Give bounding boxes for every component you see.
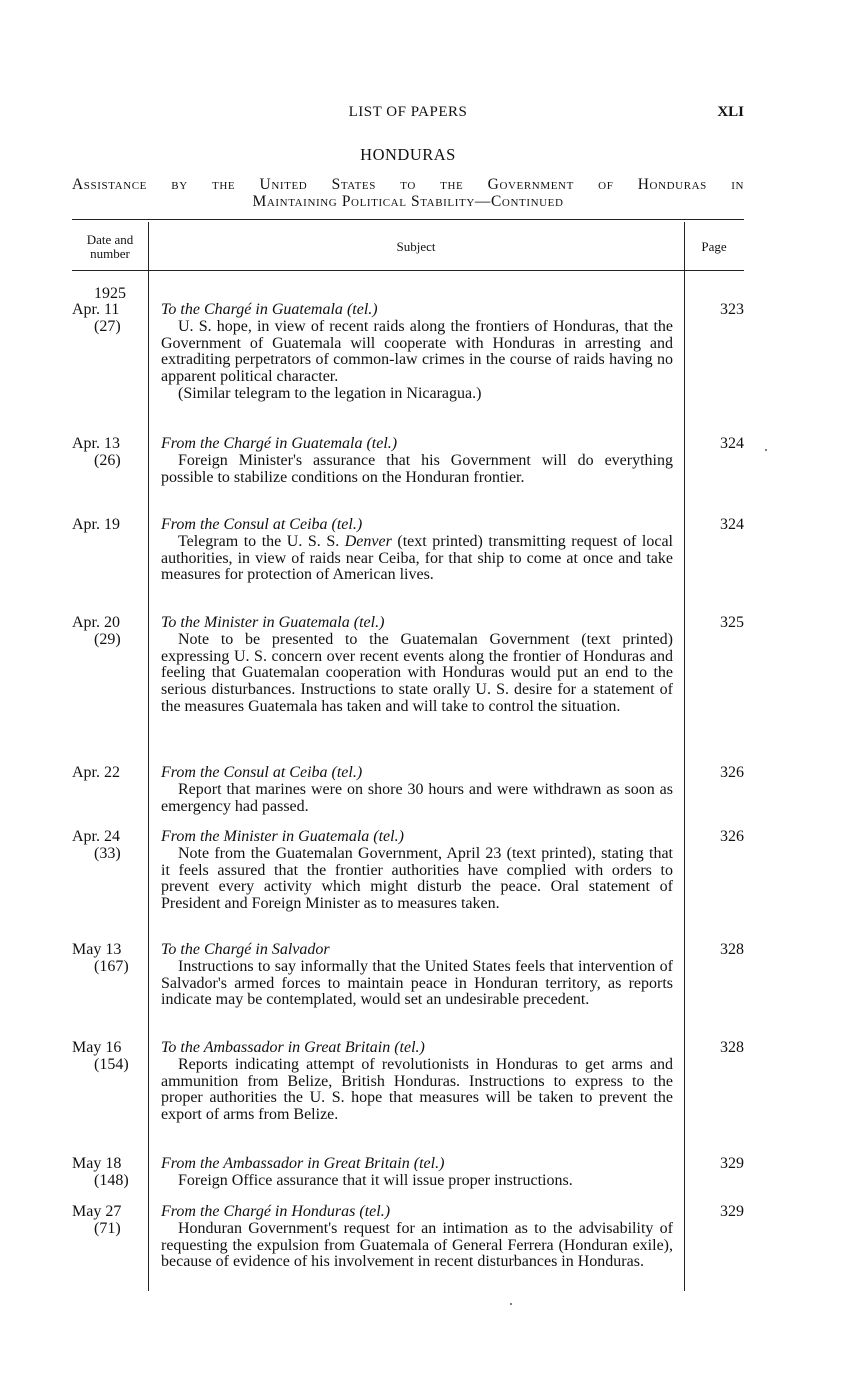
ship-name: Denver: [344, 532, 392, 550]
entry-subject-cell: [161, 1156, 673, 1190]
table-top-rule: [72, 219, 744, 220]
entry-date: May 16: [72, 1039, 122, 1056]
entry-date-cell: [72, 1204, 140, 1238]
entry-body: Instructions to say informally that the United States feels that intervention of Salvador's armed forces to maintain peace in Honduran territory, as reports indicate may be contemplated, would set an undesirable precedent.: [161, 957, 673, 1009]
entry-addressee-suffix: (tel.): [353, 614, 385, 631]
stray-mark: [510, 1303, 512, 1305]
entry-addressee: [161, 829, 673, 846]
entry-addressee: [161, 615, 673, 632]
entry-addressee-suffix: (tel.): [366, 435, 398, 452]
entry-date: May 27: [72, 1203, 122, 1220]
year-label: 1925: [94, 285, 126, 302]
entry-page: 326: [720, 828, 744, 845]
entry-page: 328: [720, 941, 744, 958]
entry-addressee: [161, 436, 673, 453]
entry-date-cell: [72, 829, 140, 863]
entry-page: 324: [720, 516, 744, 533]
entry-subject-cell: [161, 765, 673, 815]
entry-page: 329: [720, 1203, 744, 1220]
entry-body: Telegram to the U. S. S. Denver (text printed) transmitting request of local authorities, in view of raids near Ceiba, for that ship to come at once and take measures for protection of American lives.: [161, 532, 673, 584]
entry-date: Apr. 11: [72, 301, 120, 318]
column-header-date: Date and number: [86, 232, 134, 261]
stray-mark: [765, 449, 767, 451]
entry-addressee-name: From the Consul at Ceiba: [161, 764, 328, 781]
entry-addressee-name: From the Minister in Guatemala: [161, 828, 370, 845]
entry-addressee-name: From the Ambassador in Great Britain: [161, 1155, 410, 1172]
entry-date-cell: [72, 1156, 140, 1190]
column-divider-page: [684, 222, 685, 1291]
entry-addressee-name: From the Consul at Ceiba: [161, 516, 328, 533]
entry-body: Foreign Minister's assurance that his Government will do everything possible to stabilize conditions on the Honduran frontier.: [161, 451, 673, 486]
entry-page: 325: [720, 614, 744, 631]
entry-date: Apr. 13: [72, 435, 120, 452]
entry-number: (27): [94, 317, 121, 335]
column-divider-date: [148, 222, 149, 1291]
entry-addressee: [161, 1156, 673, 1173]
entry-date: Apr. 19: [72, 516, 120, 533]
entry-number: (167): [94, 957, 129, 975]
section-title-line-1: Assistance by the United States to the Government of Honduras in: [72, 176, 744, 193]
entry-date: Apr. 20: [72, 614, 120, 631]
running-title: LIST OF PAPERS: [348, 104, 468, 120]
country-heading: HONDURAS: [360, 145, 456, 164]
entry-addressee-suffix: (tel.): [413, 1155, 445, 1172]
column-header-page: Page: [701, 239, 727, 254]
entry-addressee: [161, 942, 673, 959]
entry-subject-cell: [161, 1040, 673, 1124]
entry-subject-cell: [161, 302, 673, 403]
entry-body: Note to be presented to the Guatemalan Government (text printed) expressing U. S. concern over recent events along the frontier of Honduras and feeling that Guatemalan cooperation with Honduras would put an end to the serious disturbances. Instructions to state orally U. S. desire for a statement of the measures Guatemala has taken and will take to control the situation.: [161, 630, 673, 715]
entry-subject-cell: [161, 1204, 673, 1271]
entry-body: Note from the Guatemalan Government, April 23 (text printed), stating that it feels assured that the frontier authorities have complied with orders to prevent every activity which might disturb the peace. Oral statement of President and Foreign Minister as to measures taken.: [161, 844, 673, 913]
entry-date: Apr. 22: [72, 764, 120, 781]
entry-date-cell: [72, 942, 140, 976]
entry-addressee: [161, 1040, 673, 1057]
entry-note: (Similar telegram to the legation in Nicaragua.): [178, 384, 482, 402]
entry-body: Report that marines were on shore 30 hours and were withdrawn as soon as emergency had passed.: [161, 780, 673, 815]
entry-addressee-suffix: (tel.): [394, 1039, 425, 1056]
entry-addressee-name: From the Chargé in Guatemala: [161, 435, 363, 452]
table-header-rule: [72, 270, 744, 271]
entry-addressee: [161, 302, 673, 319]
entry-date-cell: [72, 1040, 140, 1074]
entry-body: Honduran Government's request for an intimation as to the advisability of requesting the expulsion from Guatemala of General Ferrera (Honduran exile), because of evidence of his involvement in recent disturbances in Honduras.: [161, 1219, 673, 1271]
entry-addressee-name: To the Minister in Guatemala: [161, 614, 350, 631]
entry-page: 324: [720, 435, 744, 452]
section-title-line-2: Maintaining Political Stability—Continued: [252, 193, 564, 210]
entry-date-cell: [72, 615, 140, 649]
section-title: [72, 176, 744, 210]
running-header: [72, 104, 744, 124]
entry-subject-cell: [161, 942, 673, 1009]
entry-addressee-name: To the Chargé in Guatemala: [161, 301, 343, 318]
entry-addressee-suffix: (tel.): [359, 1203, 391, 1220]
entry-addressee-suffix: (tel.): [331, 516, 363, 533]
entry-number: (154): [94, 1055, 129, 1073]
entry-date: May 18: [72, 1155, 122, 1172]
entry-addressee-suffix: (tel.): [346, 301, 378, 318]
entry-number: (29): [94, 630, 121, 648]
entry-addressee-suffix: (tel.): [373, 828, 404, 845]
entry-subject-cell: [161, 436, 673, 486]
entry-page: 323: [720, 301, 744, 318]
entry-addressee-name: From the Chargé in Honduras: [161, 1203, 356, 1220]
entry-addressee: [161, 765, 673, 782]
entry-subject-cell: [161, 517, 673, 584]
entry-date-cell: [72, 302, 140, 336]
entry-addressee: [161, 1204, 673, 1221]
entry-date: May 13: [72, 941, 122, 958]
entry-date-cell: [72, 436, 140, 470]
entry-date-cell: [72, 765, 140, 782]
entry-date: Apr. 24: [72, 828, 120, 845]
entry-addressee-name: To the Ambassador in Great Britain: [161, 1039, 391, 1056]
entry-addressee: [161, 517, 673, 534]
entry-page: 329: [720, 1155, 744, 1172]
entry-addressee-suffix: (tel.): [331, 764, 363, 781]
entry-subject-cell: [161, 615, 673, 716]
entry-number: (26): [94, 451, 121, 469]
entry-body: Reports indicating attempt of revolutionists in Honduras to get arms and ammunition from Belize, British Honduras. Instructions to express to the proper authorities the U. S. hope that measures will be taken to prevent the export of arms from Belize.: [161, 1055, 673, 1124]
entry-page: 328: [720, 1039, 744, 1056]
entry-page: 326: [720, 764, 744, 781]
entry-number: (71): [94, 1219, 121, 1237]
entry-subject-cell: [161, 829, 673, 913]
entry-body: Foreign Office assurance that it will issue proper instructions.: [178, 1171, 573, 1189]
entry-number: (33): [94, 844, 121, 862]
entry-number: (148): [94, 1171, 129, 1189]
column-header-subject: Subject: [396, 239, 436, 254]
entry-body: U. S. hope, in view of recent raids along the frontiers of Honduras, that the Government of Guatemala will cooperate with Honduras in arresting and extraditing perpetrators of common-law crimes in the course of raids having no apparent political character.: [161, 317, 673, 386]
entry-addressee-name: To the Chargé in Salvador: [161, 941, 330, 958]
entry-date-cell: [72, 517, 140, 534]
page-number: XLI: [717, 104, 744, 120]
